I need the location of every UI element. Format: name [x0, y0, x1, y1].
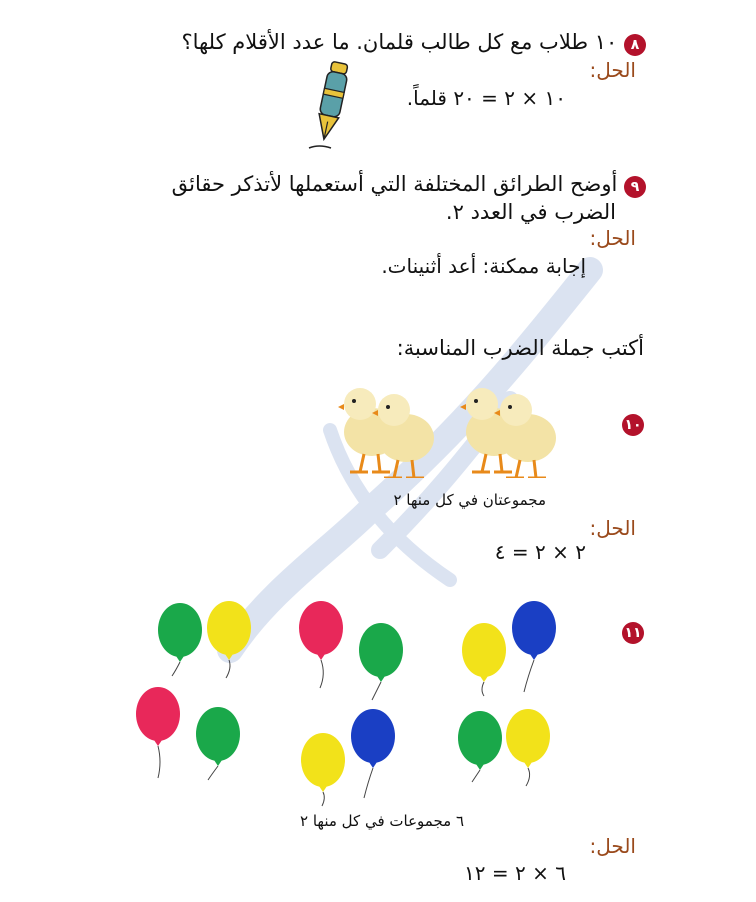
- section-heading: أكتب جملة الضرب المناسبة:: [396, 336, 644, 360]
- balloon-group: [299, 601, 403, 700]
- question-8: [181, 28, 646, 56]
- q8-answer: ١٠ × ٢ = ٢٠ قلماً.: [406, 86, 566, 110]
- question-number-badge: ٩: [624, 176, 646, 198]
- balloon-group: [136, 687, 240, 780]
- question-9: [172, 170, 646, 198]
- question-10-badge: ١٠: [622, 414, 644, 436]
- q11-solution-label: الحل:: [589, 834, 636, 858]
- chick-icon: [494, 394, 556, 478]
- balloon-group: [462, 601, 556, 696]
- balloon-group: [301, 709, 395, 806]
- q9-answer: إجابة ممكنة: أعد أثنينات.: [381, 254, 586, 278]
- q10-caption: مجموعتان في كل منها ٢: [393, 491, 546, 509]
- question-number-badge: ٨: [624, 34, 646, 56]
- q11-caption: ٦ مجموعات في كل منها ٢: [300, 812, 464, 830]
- q11-answer: ٦ × ٢ = ١٢: [464, 861, 566, 885]
- chicks-illustration: [332, 372, 567, 478]
- question-9-line-1: أوضح الطرائق المختلفة التي أستعملها لأتذكر حقائق: [171, 172, 618, 196]
- q9-solution-label: الحل:: [589, 226, 636, 250]
- chick-icon: [372, 394, 434, 478]
- question-9-line-2: الضرب في العدد ٢.: [445, 200, 616, 224]
- question-11-badge: ١١: [622, 622, 644, 644]
- q10-answer: ٢ × ٢ = ٤: [494, 540, 586, 564]
- question-8-text: ١٠ طلاب مع كل طالب قلمان. ما عدد الأقلام كلها؟: [181, 30, 618, 54]
- q10-solution-label: الحل:: [589, 516, 636, 540]
- q8-solution-label: الحل:: [589, 58, 636, 82]
- balloon-group: [158, 601, 251, 678]
- balloon-group: [458, 709, 550, 786]
- balloons-illustration: [128, 596, 568, 808]
- pen-icon: [305, 60, 357, 152]
